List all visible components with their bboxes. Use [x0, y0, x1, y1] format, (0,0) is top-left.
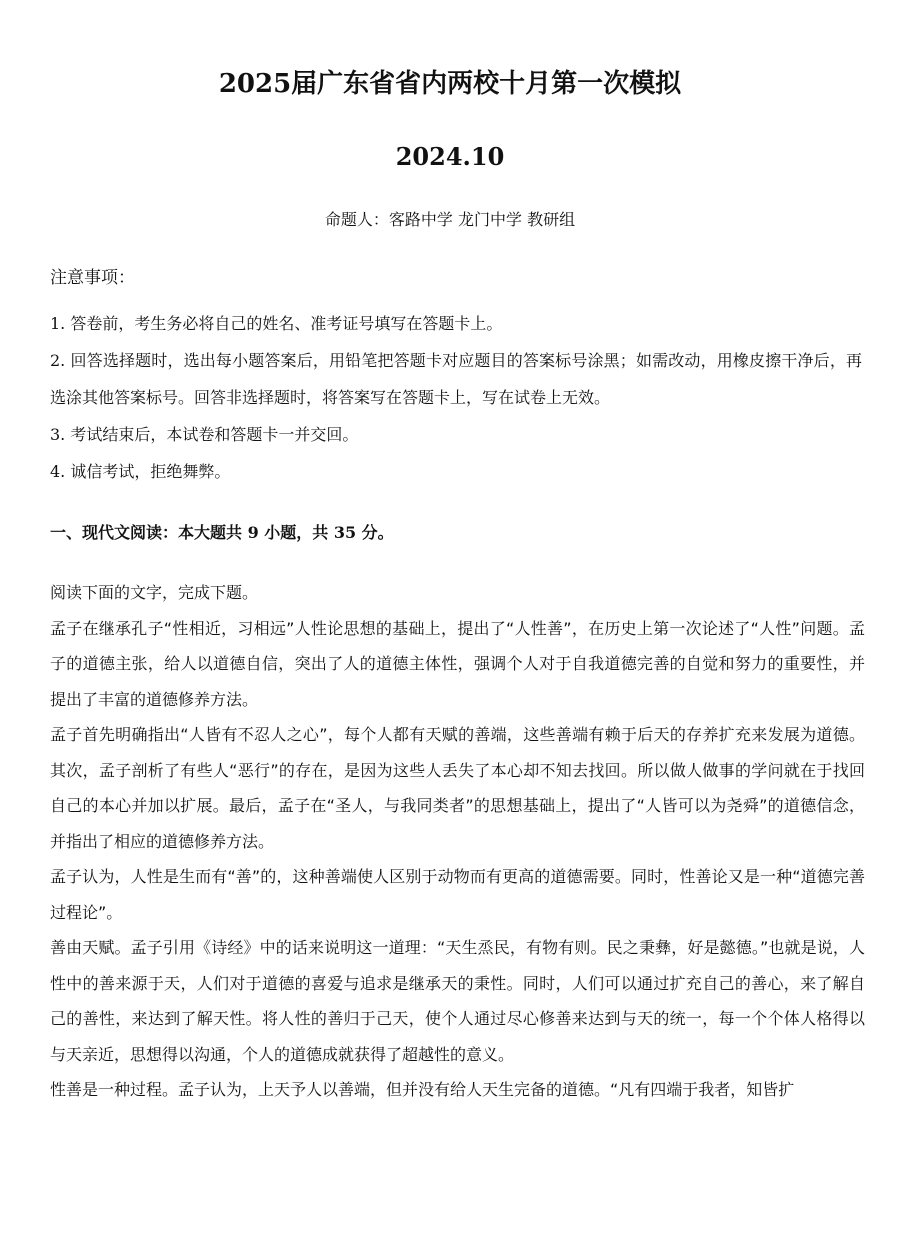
exam-title: 2025届广东省省内两校十月第一次模拟	[218, 69, 682, 99]
passage-paragraph: 孟子首先明确指出“人皆有不忍人之心”，每个人都有天赋的善端，这些善端有赖于后天的存养扩充来发展为道德。其次，孟子剖析了有些人“恶行”的存在，是因为这些人丢失了本心却不知去找回。所以做人做事的学问就在于找回自己的本心并加以扩展。最后，孟子在“圣人，与我同类者”的思想基础上，提出了“人皆可以为尧舜”的道德信念，并指出了相应的道德修养方法。	[50, 725, 865, 851]
notice-item: 2. 回答选择题时，选出每小题答案后，用铅笔把答题卡对应题目的答案标号涂黑；如需改动，用橡皮擦干净后，再选涂其他答案标号。回答非选择题时，将答案写在答题卡上，写在试卷上无效。	[50, 351, 862, 407]
exam-authors: 命题人：客路中学 龙门中学 教研组	[324, 210, 576, 229]
notice-item: 4. 诚信考试，拒绝舞弊。	[50, 462, 231, 481]
passage-paragraph: 性善是一种过程。孟子认为，上天予人以善端，但并没有给人天生完备的道德。“凡有四端于我者，知皆扩	[50, 1080, 795, 1099]
reading-passage	[50, 575, 865, 1108]
notice-item: 1. 答卷前，考生务必将自己的姓名、准考证号填写在答题卡上。	[50, 314, 503, 333]
notice-list	[50, 305, 862, 490]
notice-heading: 注意事项：	[50, 268, 135, 288]
notice-item: 3. 考试结束后，本试卷和答题卡一并交回。	[50, 425, 359, 444]
passage-paragraph: 孟子认为，人性是生而有“善”的，这种善端使人区别于动物而有更高的道德需要。同时，性善论又是一种“道德完善过程论”。	[50, 867, 865, 922]
passage-paragraph: 孟子在继承孔子“性相近，习相远”人性论思想的基础上，提出了“人性善”，在历史上第一次论述了“人性”问题。孟子的道德主张，给人以道德自信，突出了人的道德主体性，强调个人对于自我道德完善的自觉和努力的重要性，并提出了丰富的道德修养方法。	[50, 618, 865, 709]
passage-instruction: 阅读下面的文字，完成下题。	[50, 583, 259, 602]
section-heading: 一、现代文阅读：本大题共 9 小题，共 35 分。	[50, 523, 394, 542]
exam-date: 2024.10	[395, 142, 505, 171]
passage-paragraph: 善由天赋。孟子引用《诗经》中的话来说明这一道理：“天生烝民，有物有则。民之秉彝，好是懿德。”也就是说，人性中的善来源于天，人们对于道德的喜爱与追求是继承天的秉性。同时，人们可以通过扩充自己的善心，来了解自己的善性，来达到了解天性。将人性的善归于己天，使个人通过尽心修善来达到与天的统一，每一个个体人格得以与天亲近，思想得以沟通，个人的道德成就获得了超越性的意义。	[50, 938, 865, 1064]
